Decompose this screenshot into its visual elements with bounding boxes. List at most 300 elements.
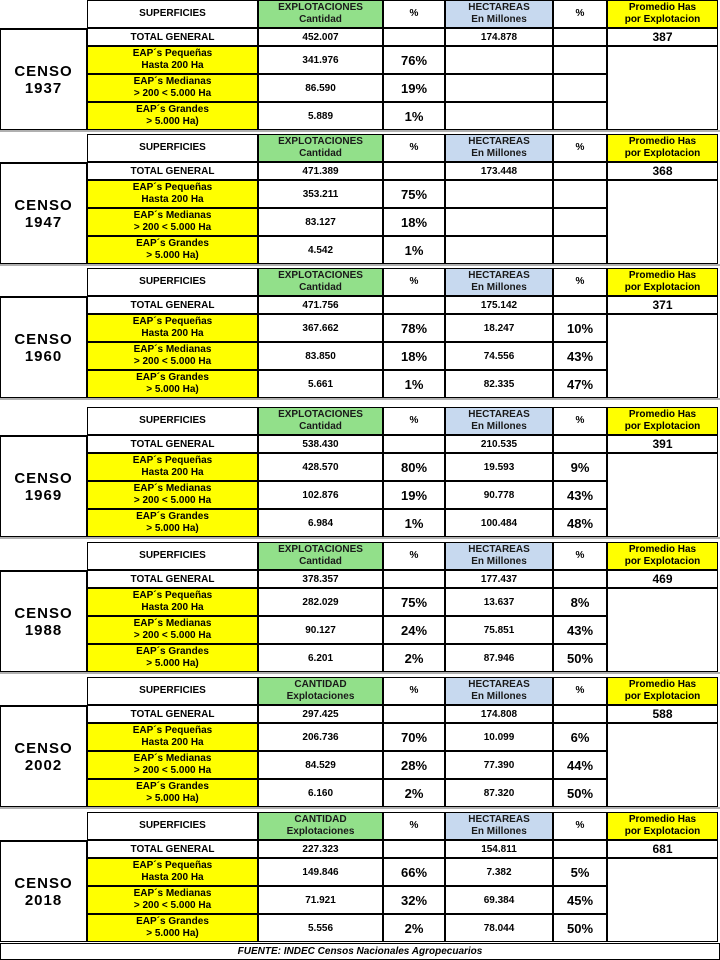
row-hectareas-pequenas: [445, 453, 553, 481]
header-promedio: [607, 134, 718, 162]
header-superficies: [87, 812, 258, 840]
censo-label-line2: 2018: [24, 891, 63, 909]
row-cantidad-medianas: [258, 481, 383, 509]
row-cantidad-grandes: [258, 236, 383, 264]
row-cantidad-pequenas: [258, 314, 383, 342]
header-explotaciones-text: Cantidad: [299, 421, 342, 432]
row-ha-pct-pequenas-text: 9%: [570, 459, 590, 475]
row-ha-pct-grandes-text: 50%: [566, 650, 594, 666]
row-cantidad-medianas: [258, 74, 383, 102]
censo-label: [0, 162, 87, 264]
row-cantidad-medianas-text: 71.921: [305, 894, 336, 906]
row-hectareas-grandes: [445, 644, 553, 672]
row-ha-pct-medianas: [553, 886, 607, 914]
total-cantidad: [258, 570, 383, 588]
row-ha-pct-pequenas: [553, 314, 607, 342]
row-cantidad-pequenas-text: 206.736: [302, 731, 339, 743]
row-ha-pct-grandes-text: 47%: [566, 376, 594, 392]
promedio-empty: [607, 723, 718, 807]
row-label-grandes-text: > 5.000 Ha): [146, 928, 199, 939]
header-pct-text: %: [409, 550, 419, 561]
header-promedio: [607, 677, 718, 705]
row-label-pequenas-text: Hasta 200 Ha: [141, 194, 204, 205]
row-pct-pequenas: [383, 46, 445, 74]
row-label-pequenas-text: Hasta 200 Ha: [141, 737, 204, 748]
header-hectareas-text: HECTAREAS: [468, 679, 530, 690]
header-superficies: [87, 542, 258, 570]
header-promedio: [607, 0, 718, 28]
header-superficies-text: SUPERFICIES: [139, 685, 206, 696]
row-label-grandes-text: EAP´s Grandes: [136, 104, 209, 115]
source-footer: FUENTE: INDEC Censos Nacionales Agropecuarios: [0, 943, 720, 960]
promedio-empty: [607, 46, 718, 130]
header-pct: [383, 542, 445, 570]
row-pct-grandes-text: 1%: [404, 515, 424, 531]
row-label-medianas-text: EAP´s Medianas: [133, 210, 212, 221]
header-explotaciones: [258, 134, 383, 162]
row-label-medianas-text: EAP´s Medianas: [133, 888, 212, 899]
row-cantidad-medianas-text: 83.850: [305, 350, 336, 362]
header-explotaciones: [258, 407, 383, 435]
row-label-medianas: [87, 74, 258, 102]
header-ha-pct-text: %: [575, 685, 585, 696]
total-hectareas-text: 154.811: [481, 843, 517, 855]
row-pct-medianas: [383, 751, 445, 779]
row-ha-pct-pequenas: [553, 46, 607, 74]
row-label-medianas-text: EAP´s Medianas: [133, 344, 212, 355]
censo-label-line1: CENSO: [14, 469, 73, 487]
row-cantidad-grandes-text: 5.889: [307, 110, 334, 122]
row-pct-medianas-text: 18%: [400, 214, 428, 230]
row-pct-grandes-text: 2%: [404, 785, 424, 801]
row-pct-medianas-text: 19%: [400, 487, 428, 503]
header-superficies-text: SUPERFICIES: [139, 142, 206, 153]
row-cantidad-pequenas-text: 428.570: [302, 461, 339, 473]
censo-label-line1: CENSO: [14, 330, 73, 348]
header-ha-pct-text: %: [575, 142, 585, 153]
row-hectareas-pequenas-text: 18.247: [483, 322, 515, 334]
row-cantidad-pequenas: [258, 723, 383, 751]
total-cantidad: [258, 435, 383, 453]
total-hectareas-text: 210.535: [480, 438, 518, 450]
censo-label: [0, 840, 87, 942]
promedio-value: [607, 28, 718, 46]
row-pct-pequenas-text: 66%: [400, 864, 428, 880]
promedio-value-text: 391: [652, 437, 673, 451]
row-label-grandes-text: > 5.000 Ha): [146, 523, 199, 534]
row-hectareas-pequenas: [445, 723, 553, 751]
header-hectareas: [445, 134, 553, 162]
row-ha-pct-medianas: [553, 208, 607, 236]
header-pct-text: %: [409, 142, 419, 153]
row-label-pequenas-text: Hasta 200 Ha: [141, 60, 204, 71]
header-explotaciones-text: EXPLOTACIONES: [278, 270, 363, 281]
row-label-pequenas-text: EAP´s Pequeñas: [132, 860, 213, 871]
row-hectareas-grandes: [445, 102, 553, 130]
row-ha-pct-medianas: [553, 342, 607, 370]
header-hectareas-text: HECTAREAS: [468, 409, 530, 420]
header-pct: [383, 0, 445, 28]
row-label-medianas-text: > 200 < 5.000 Ha: [133, 356, 212, 367]
row-cantidad-medianas: [258, 208, 383, 236]
header-superficies-text: SUPERFICIES: [139, 550, 206, 561]
row-pct-grandes: [383, 102, 445, 130]
row-ha-pct-medianas-text: 43%: [566, 348, 594, 364]
total-cantidad: [258, 840, 383, 858]
header-hectareas-text: En Millones: [471, 148, 527, 159]
total-pct: [383, 28, 445, 46]
row-cantidad-medianas-text: 86.590: [305, 82, 336, 94]
row-hectareas-pequenas-text: 19.593: [483, 461, 515, 473]
row-hectareas-medianas: [445, 208, 553, 236]
row-cantidad-pequenas-text: 149.846: [302, 866, 339, 878]
header-pct: [383, 812, 445, 840]
censo-label: [0, 570, 87, 672]
row-hectareas-grandes: [445, 370, 553, 398]
row-ha-pct-grandes-text: 48%: [566, 515, 594, 531]
row-pct-medianas: [383, 616, 445, 644]
total-general-label: [87, 162, 258, 180]
row-label-grandes-text: > 5.000 Ha): [146, 793, 199, 804]
promedio-value-text: 681: [652, 842, 673, 856]
row-ha-pct-medianas: [553, 616, 607, 644]
header-explotaciones-text: Cantidad: [299, 14, 342, 25]
total-general-label: [87, 840, 258, 858]
row-cantidad-medianas-text: 102.876: [302, 489, 339, 501]
row-cantidad-pequenas-text: 367.662: [302, 322, 339, 334]
block-separator: [0, 130, 720, 132]
header-explotaciones-text: Cantidad: [299, 148, 342, 159]
promedio-empty: [607, 588, 718, 672]
header-hectareas: [445, 268, 553, 296]
row-pct-medianas-text: 32%: [400, 892, 428, 908]
row-hectareas-medianas: [445, 751, 553, 779]
header-explotaciones: [258, 812, 383, 840]
total-pct: [383, 435, 445, 453]
total-cantidad: [258, 162, 383, 180]
row-hectareas-medianas: [445, 342, 553, 370]
row-cantidad-grandes: [258, 509, 383, 537]
censo-block-1988: [0, 542, 720, 672]
promedio-value-text: 469: [652, 572, 673, 586]
row-hectareas-grandes-text: 87.946: [483, 652, 515, 664]
total-hectareas-text: 174.878: [480, 31, 518, 43]
total-general-label: [87, 435, 258, 453]
row-pct-pequenas: [383, 453, 445, 481]
row-cantidad-pequenas: [258, 46, 383, 74]
row-pct-pequenas-text: 70%: [400, 729, 428, 745]
row-hectareas-grandes-text: 82.335: [483, 378, 515, 390]
total-hectareas-text: 173.448: [480, 165, 518, 177]
censo-label-line1: CENSO: [14, 739, 73, 757]
row-pct-medianas: [383, 481, 445, 509]
total-cantidad-text: 452.007: [302, 31, 339, 43]
censo-label-line1: CENSO: [14, 196, 73, 214]
censo-block-1960: [0, 268, 720, 398]
row-label-grandes-text: > 5.000 Ha): [146, 384, 199, 395]
row-label-medianas: [87, 886, 258, 914]
row-pct-pequenas-text: 76%: [400, 52, 428, 68]
row-label-pequenas: [87, 723, 258, 751]
header-superficies-text: SUPERFICIES: [139, 8, 206, 19]
row-hectareas-medianas-text: 69.384: [483, 894, 515, 906]
censo-label: [0, 705, 87, 807]
total-cantidad: [258, 705, 383, 723]
header-pct-text: %: [409, 8, 419, 19]
row-label-medianas-text: EAP´s Medianas: [133, 753, 212, 764]
row-ha-pct-pequenas: [553, 180, 607, 208]
row-cantidad-medianas-text: 90.127: [305, 624, 336, 636]
row-hectareas-grandes-text: 87.320: [483, 787, 515, 799]
row-label-medianas: [87, 208, 258, 236]
header-ha-pct: [553, 0, 607, 28]
total-general-label-text: TOTAL GENERAL: [130, 438, 215, 450]
total-general-label-text: TOTAL GENERAL: [130, 573, 215, 585]
total-pct: [383, 162, 445, 180]
row-label-grandes: [87, 644, 258, 672]
header-promedio-text: por Explotacion: [624, 556, 701, 567]
row-label-medianas-text: EAP´s Medianas: [133, 483, 212, 494]
row-pct-pequenas: [383, 314, 445, 342]
header-explotaciones-text: Cantidad: [299, 282, 342, 293]
censo-label: [0, 296, 87, 398]
promedio-value-text: 371: [652, 298, 673, 312]
row-pct-grandes: [383, 779, 445, 807]
total-general-label: [87, 296, 258, 314]
total-ha-pct: [553, 840, 607, 858]
total-hectareas-text: 177.437: [480, 573, 518, 585]
row-ha-pct-medianas-text: 43%: [566, 622, 594, 638]
row-pct-medianas: [383, 208, 445, 236]
header-hectareas-text: HECTAREAS: [468, 814, 530, 825]
header-pct-text: %: [409, 415, 419, 426]
block-separator: [0, 672, 720, 674]
header-pct: [383, 134, 445, 162]
header-ha-pct: [553, 134, 607, 162]
row-label-grandes-text: > 5.000 Ha): [146, 250, 199, 261]
row-ha-pct-grandes: [553, 370, 607, 398]
row-cantidad-grandes-text: 5.661: [307, 378, 334, 390]
row-cantidad-pequenas: [258, 180, 383, 208]
total-cantidad-text: 297.425: [302, 708, 339, 720]
header-ha-pct: [553, 812, 607, 840]
row-ha-pct-medianas: [553, 751, 607, 779]
total-ha-pct: [553, 296, 607, 314]
row-label-pequenas-text: Hasta 200 Ha: [141, 872, 204, 883]
row-cantidad-medianas: [258, 886, 383, 914]
row-label-grandes: [87, 914, 258, 942]
row-pct-grandes: [383, 370, 445, 398]
header-ha-pct-text: %: [575, 8, 585, 19]
header-explotaciones: [258, 0, 383, 28]
row-label-pequenas: [87, 453, 258, 481]
row-label-grandes: [87, 779, 258, 807]
row-label-pequenas-text: EAP´s Pequeñas: [132, 316, 213, 327]
row-label-medianas-text: > 200 < 5.000 Ha: [133, 900, 212, 911]
total-pct: [383, 840, 445, 858]
header-promedio-text: por Explotacion: [624, 826, 701, 837]
row-pct-pequenas: [383, 858, 445, 886]
promedio-value: [607, 570, 718, 588]
row-pct-medianas: [383, 342, 445, 370]
row-cantidad-grandes: [258, 914, 383, 942]
row-ha-pct-medianas: [553, 481, 607, 509]
censo-block-1969: [0, 407, 720, 537]
total-ha-pct: [553, 435, 607, 453]
total-cantidad-text: 471.389: [302, 165, 339, 177]
total-cantidad-text: 538.430: [302, 438, 339, 450]
row-cantidad-pequenas: [258, 858, 383, 886]
row-label-pequenas: [87, 180, 258, 208]
header-promedio-text: por Explotacion: [624, 691, 701, 702]
header-superficies: [87, 407, 258, 435]
row-pct-grandes-text: 1%: [404, 376, 424, 392]
row-hectareas-pequenas: [445, 180, 553, 208]
row-cantidad-grandes: [258, 779, 383, 807]
row-cantidad-pequenas-text: 353.211: [302, 188, 339, 200]
row-pct-medianas: [383, 886, 445, 914]
row-hectareas-pequenas: [445, 858, 553, 886]
total-general-label-text: TOTAL GENERAL: [130, 708, 215, 720]
header-superficies-text: SUPERFICIES: [139, 276, 206, 287]
header-explotaciones-text: Cantidad: [299, 556, 342, 567]
total-hectareas-text: 175.142: [480, 299, 518, 311]
header-hectareas: [445, 407, 553, 435]
row-pct-pequenas-text: 75%: [400, 186, 428, 202]
header-hectareas-text: HECTAREAS: [468, 544, 530, 555]
row-pct-grandes-text: 2%: [404, 920, 424, 936]
row-label-medianas-text: > 200 < 5.000 Ha: [133, 765, 212, 776]
header-ha-pct-text: %: [575, 820, 585, 831]
row-cantidad-grandes-text: 4.542: [307, 244, 334, 256]
row-label-grandes-text: EAP´s Grandes: [136, 646, 209, 657]
row-ha-pct-grandes: [553, 102, 607, 130]
row-label-medianas: [87, 616, 258, 644]
censo-block-2002: [0, 677, 720, 807]
header-promedio-text: por Explotacion: [624, 282, 701, 293]
row-label-grandes-text: > 5.000 Ha): [146, 116, 199, 127]
header-hectareas-text: En Millones: [471, 421, 527, 432]
row-ha-pct-grandes-text: 50%: [566, 785, 594, 801]
row-cantidad-grandes-text: 6.984: [307, 517, 334, 529]
row-label-grandes: [87, 102, 258, 130]
total-hectareas-text: 174.808: [480, 708, 518, 720]
header-explotaciones-text: Explotaciones: [286, 826, 355, 837]
row-pct-grandes: [383, 236, 445, 264]
row-ha-pct-grandes: [553, 914, 607, 942]
header-promedio-text: Promedio Has: [628, 136, 697, 147]
header-ha-pct: [553, 677, 607, 705]
promedio-value: [607, 296, 718, 314]
header-hectareas-text: En Millones: [471, 14, 527, 25]
row-cantidad-grandes: [258, 644, 383, 672]
row-pct-pequenas: [383, 180, 445, 208]
row-ha-pct-grandes: [553, 779, 607, 807]
row-label-pequenas-text: Hasta 200 Ha: [141, 328, 204, 339]
promedio-empty: [607, 314, 718, 398]
header-promedio-text: Promedio Has: [628, 544, 697, 555]
row-pct-medianas: [383, 74, 445, 102]
row-label-grandes-text: EAP´s Grandes: [136, 916, 209, 927]
row-hectareas-grandes: [445, 236, 553, 264]
header-explotaciones-text: EXPLOTACIONES: [278, 544, 363, 555]
censo-block-2018: [0, 812, 720, 942]
row-cantidad-pequenas-text: 341.976: [302, 54, 339, 66]
row-pct-grandes-text: 2%: [404, 650, 424, 666]
censo-label-line1: CENSO: [14, 604, 73, 622]
block-separator: [0, 264, 720, 266]
total-hectareas: [445, 435, 553, 453]
header-promedio-text: Promedio Has: [628, 814, 697, 825]
row-hectareas-pequenas: [445, 314, 553, 342]
row-cantidad-grandes-text: 6.201: [307, 652, 334, 664]
header-explotaciones-text: CANTIDAD: [294, 679, 347, 690]
total-general-label-text: TOTAL GENERAL: [130, 31, 215, 43]
header-promedio: [607, 812, 718, 840]
row-pct-pequenas: [383, 723, 445, 751]
header-superficies-text: SUPERFICIES: [139, 820, 206, 831]
header-hectareas-text: En Millones: [471, 282, 527, 293]
header-superficies: [87, 677, 258, 705]
row-ha-pct-pequenas-text: 10%: [566, 320, 594, 336]
header-pct-text: %: [409, 685, 419, 696]
block-separator: [0, 807, 720, 809]
row-ha-pct-pequenas-text: 5%: [570, 864, 590, 880]
row-hectareas-grandes-text: 100.484: [480, 517, 518, 529]
header-ha-pct-text: %: [575, 415, 585, 426]
header-ha-pct: [553, 268, 607, 296]
total-cantidad-text: 378.357: [302, 573, 339, 585]
row-label-grandes-text: EAP´s Grandes: [136, 372, 209, 383]
header-hectareas-text: En Millones: [471, 691, 527, 702]
total-general-label-text: TOTAL GENERAL: [130, 165, 215, 177]
header-promedio: [607, 407, 718, 435]
row-label-medianas-text: EAP´s Medianas: [133, 618, 212, 629]
censo-label-line2: 1937: [24, 79, 63, 97]
row-label-medianas-text: > 200 < 5.000 Ha: [133, 630, 212, 641]
promedio-value-text: 588: [652, 707, 673, 721]
header-explotaciones: [258, 268, 383, 296]
row-ha-pct-pequenas: [553, 858, 607, 886]
row-pct-grandes-text: 1%: [404, 108, 424, 124]
header-hectareas-text: HECTAREAS: [468, 2, 530, 13]
censo-block-1947: [0, 134, 720, 264]
header-promedio-text: Promedio Has: [628, 270, 697, 281]
row-label-grandes: [87, 236, 258, 264]
total-ha-pct: [553, 28, 607, 46]
header-hectareas-text: En Millones: [471, 826, 527, 837]
censo-block-1937: [0, 0, 720, 130]
total-ha-pct: [553, 162, 607, 180]
row-pct-grandes-text: 1%: [404, 242, 424, 258]
row-ha-pct-medianas-text: 44%: [566, 757, 594, 773]
total-general-label: [87, 28, 258, 46]
header-pct-text: %: [409, 820, 419, 831]
promedio-value-text: 387: [652, 30, 673, 44]
promedio-empty: [607, 453, 718, 537]
row-pct-medianas-text: 19%: [400, 80, 428, 96]
row-ha-pct-medianas-text: 45%: [566, 892, 594, 908]
total-pct: [383, 570, 445, 588]
total-hectareas: [445, 28, 553, 46]
row-hectareas-medianas: [445, 886, 553, 914]
header-pct: [383, 677, 445, 705]
row-cantidad-medianas: [258, 616, 383, 644]
row-cantidad-medianas-text: 84.529: [305, 759, 336, 771]
header-superficies: [87, 0, 258, 28]
promedio-value: [607, 162, 718, 180]
row-pct-pequenas: [383, 588, 445, 616]
